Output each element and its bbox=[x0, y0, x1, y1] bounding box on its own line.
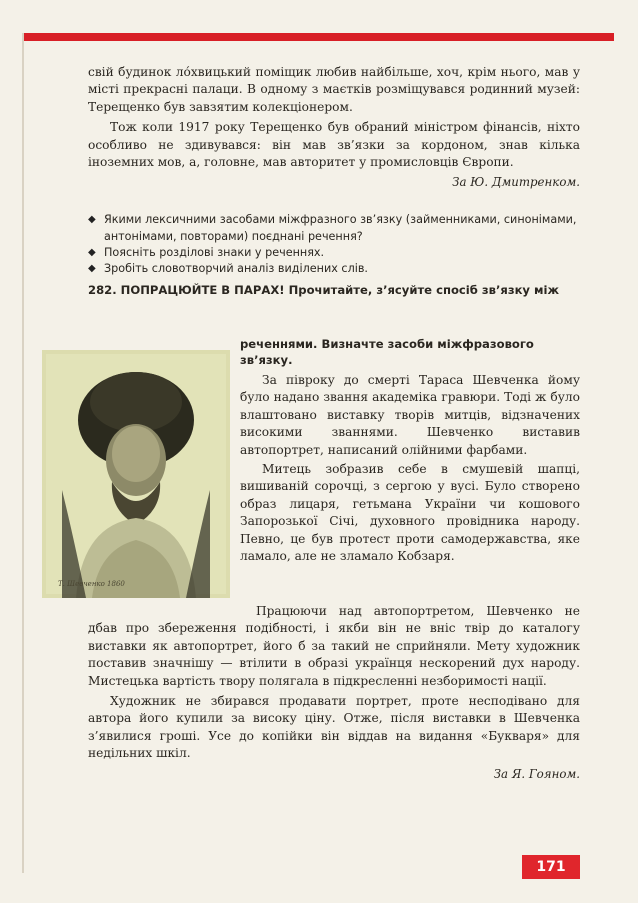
diamond-bullet-icon: ◆ bbox=[88, 263, 96, 275]
intro-text-block bbox=[88, 64, 580, 298]
intro-paragraph-2: Тож коли 1917 року Терещенко був обраний міністром фінансів, ніхто особливо не здивувався: він мав зв’язки за кордоном, знав кілька іноземних мов, а, головне, мав авторитет у промисловців Європи. bbox=[88, 120, 580, 170]
question-item bbox=[88, 261, 580, 277]
column-text-block bbox=[240, 372, 580, 565]
page-number: 171 bbox=[522, 855, 580, 879]
question-text: Зробіть словотворчий аналіз виділених слів. bbox=[104, 262, 368, 276]
diamond-bullet-icon: ◆ bbox=[88, 214, 96, 226]
page-edge-line bbox=[22, 33, 24, 873]
diamond-bullet-icon: ◆ bbox=[88, 246, 96, 258]
attribution-hoyan: За Я. Гояном. bbox=[493, 766, 580, 781]
shevchenko-self-portrait bbox=[42, 350, 230, 598]
top-red-rule bbox=[22, 33, 614, 41]
task-heading-line2: реченнями. Визначте засоби міжфразового зв’язку. bbox=[240, 337, 534, 367]
attribution-dmytrenko: За Ю. Дмитренком. bbox=[452, 175, 580, 190]
full-width-text-block bbox=[88, 603, 580, 782]
column-paragraph-2: Митець зобразив себе в смушевій шапці, вишиваній сорочці, з сергою у вусі. Було створено образ лицаря, гетьмана України чи кошового Запорозької Січі, духовного провідника народу. Певно, це був протест проти самодержавства, яке ламало, але не зламало Кобзаря. bbox=[240, 462, 580, 564]
questions-list bbox=[88, 212, 580, 277]
full-paragraph-2: Художник не збирався продавати портрет, проте несподівано для автора його купили за високу ціну. Отже, після виставки в Шевченка з’явилися гроші. Усе до копійки він віддав на видання «Букваря» для недільних шкіл. bbox=[88, 694, 580, 761]
question-text: Поясніть розділові знаки у реченнях. bbox=[104, 245, 325, 259]
intro-paragraph-1: свій будинок ло́хвицький поміщик любив найбільше, хоч, крім нього, мав у місті прекрасні палаци. В одному з маєтків розміщувався родинний музей: Терещенко був завзятим колекціонером. bbox=[88, 65, 580, 114]
question-item bbox=[88, 212, 580, 244]
task-heading-line1: 282. ПОПРАЦЮЙТЕ В ПАРАХ! Прочитайте, з’ясуйте спосіб зв’язку між bbox=[88, 283, 560, 298]
column-paragraph-1: За півроку до смерті Тараса Шевченка йому було надано звання академіка гравюри. Тоді ж було влаштовано виставку творів митців, відзначених високими званнями. Шевченко виставив автопортрет, написаний олійними фарбами. bbox=[240, 373, 580, 457]
question-item bbox=[88, 245, 580, 261]
full-paragraph-1: Працюючи над автопортретом, Шевченко не дбав про збереження подібності, і якби він не вніс твір до каталогу виставки як автопортрет, його б за такий не сприйняли. Мету художник поставив значнішу — втілити в образі українця нескорений дух народу. Мистецька вартість твору полягала в підкресленні незборимості нації. bbox=[88, 604, 580, 688]
question-text: Якими лексичними засобами міжфразного зв’язку (займенниками, синонімами, антонімами, повторами) поєднані речення? bbox=[104, 213, 577, 243]
portrait-caption: Т. Шевченко 1860 bbox=[58, 580, 125, 588]
